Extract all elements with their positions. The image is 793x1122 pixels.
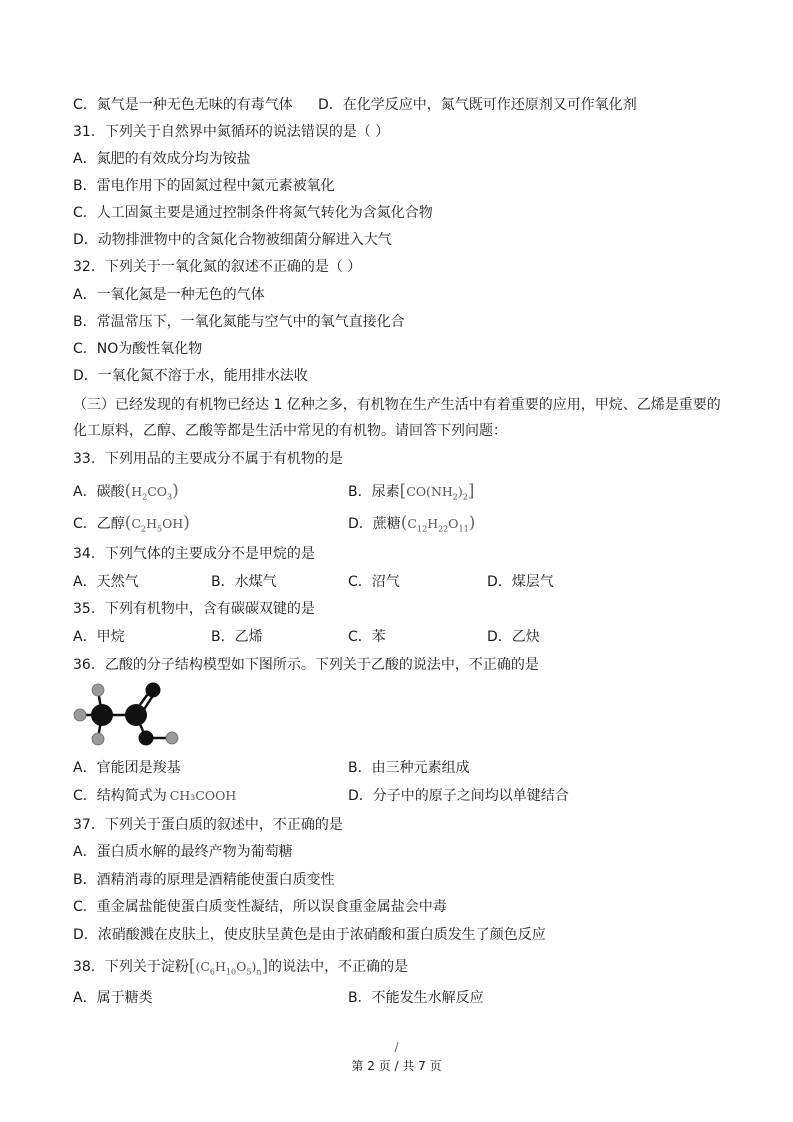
q31-option-b: B．雷电作用下的固氮过程中氮元素被氧化 [73,178,335,194]
q32-option-b: B．常温常压下，一氧化氮能与空气中的氧气直接化合 [73,314,405,330]
q36-stem: 36．乙酸的分子结构模型如下图所示。下列关于乙酸的说法中，不正确的是 [73,657,539,673]
q30-option-c: C．氮气是一种无色无味的有毒气体 [73,97,293,113]
hydrogen-atom [92,733,104,745]
q33-option-b-label: B．尿素 [348,484,400,500]
q37-stem: 37．下列关于蛋白质的叙述中，不正确的是 [73,817,343,833]
q32-stem: 32．下列关于一氧化氮的叙述不正确的是（ ） [73,259,362,275]
oxygen-atom [146,683,161,698]
q33-option-d-label: D．蔗糖 [348,516,401,532]
page-number: 第 2 页 / 共 7 页 [351,1059,442,1073]
acetic-acid-ball-model [68,680,188,750]
q38-option-a: A．属于糖类 [73,990,153,1006]
h2co3-formula: $(H_2CO_3)$ [124,481,179,502]
q33-option-c-label: C．乙醇 [73,516,125,532]
ethanol-formula: $(C_2H_5OH)$ [124,513,190,534]
q30-option-d: D．在化学反应中，氮气既可作还原剂又可作氧化剂 [318,97,637,113]
q34-option-c: C．沼气 [348,574,400,590]
q35-stem: 35．下列有机物中，含有碳碳双键的是 [73,601,315,617]
q33-option-d [348,514,475,539]
q32-option-a: A．一氧化氮是一种无色的气体 [73,287,265,303]
carbon-atom [125,704,147,726]
urea-formula: $[CO(NH_2)_2]$ [399,481,475,502]
q31-stem: 31．下列关于自然界中氮循环的说法错误的是（ ） [73,124,390,140]
q36-option-c-label: C．结构简式为 [73,788,167,804]
q37-option-b: B．酒精消毒的原理是酒精能使蛋白质变性 [73,872,335,888]
sucrose-formula: $(C_{12}H_{22}O_{11})$ [400,513,476,534]
hydrogen-atom [74,709,86,721]
q38-stem [73,957,408,982]
q31-option-a: A．氮肥的有效成分均为铵盐 [73,151,251,167]
q36-option-c [73,787,236,805]
q32-option-d: D．一氧化氮不溶于水，能用排水法收 [73,368,308,384]
q34-option-b: B．水煤气 [211,574,277,590]
q35-option-a: A．甲烷 [73,629,125,645]
hydrogen-atom [92,684,104,696]
q35-option-c: C．苯 [348,629,386,645]
q35-option-d: D．乙炔 [487,629,540,645]
q36-option-a: A．官能团是羧基 [73,760,181,776]
section3-intro-line1: （三）已经发现的有机物已经达 1 亿种之多，有机物在生产生活中有着重要的应用，甲烷、乙烯是重要的 [73,397,721,413]
q33-option-a [73,482,179,507]
q33-option-a-label: A．碳酸 [73,484,125,500]
starch-formula: $[(C_6H_{10}O_5)_n]$ [188,956,269,977]
footer-slash: / [394,1040,399,1054]
q33-option-c [73,514,190,539]
q36-option-b: B．由三种元素组成 [348,760,470,776]
oxygen-atom [139,731,154,746]
q35-option-b: B．乙烯 [211,629,263,645]
q38-stem-post: 的说法中，不正确的是 [268,959,409,975]
q36-option-d: D．分子中的原子之间均以单键结合 [348,788,569,804]
q31-option-c: C．人工固氮主要是通过控制条件将氮气转化为含氮化合物 [73,205,433,221]
carbon-atom [91,704,113,726]
q34-stem: 34．下列气体的主要成分不是甲烷的是 [73,546,315,562]
q32-option-c: C．NO为酸性氧化物 [73,341,203,357]
section3-intro-line2: 化工原料，乙醇、乙酸等都是生活中常见的有机物。请回答下列问题： [73,423,507,439]
q38-stem-pre: 38．下列关于淀粉 [73,959,189,975]
q37-option-d: D．浓硝酸溅在皮肤上，使皮肤呈黄色是由于浓硝酸和蛋白质发生了颜色反应 [73,927,546,943]
q33-stem: 33．下列用品的主要成分不属于有机物的是 [73,451,343,467]
q34-option-a: A．天然气 [73,574,139,590]
q34-option-d: D．煤层气 [487,574,554,590]
q37-option-a: A．蛋白质水解的最终产物为葡萄糖 [73,844,293,860]
hydrogen-atom [166,732,178,744]
q31-option-d: D．动物排泄物中的含氮化合物被细菌分解进入大气 [73,232,392,248]
q33-option-b [348,482,475,507]
q37-option-c: C．重金属盐能使蛋白质变性凝结，所以误食重金属盐会中毒 [73,899,447,915]
ch3cooh-formula: CH₃COOH [169,788,237,803]
q38-option-b: B．不能发生水解反应 [348,990,484,1006]
